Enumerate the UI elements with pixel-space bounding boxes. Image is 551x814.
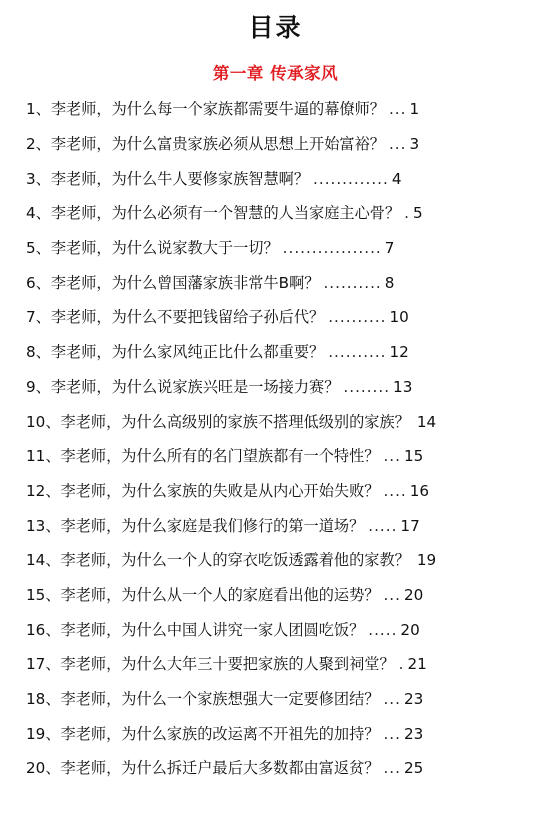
entry-page-number: 19 (416, 551, 437, 570)
chapter-heading: 第一章 传承家风 (212, 64, 339, 83)
entry-number: 14、 (26, 551, 61, 570)
page-title: 目录 (248, 13, 303, 42)
entry-number: 13、 (26, 516, 61, 535)
entry-number: 20、 (26, 759, 61, 778)
entry-title: 李老师，为什么家庭是我们修行的第一道场？ (60, 516, 365, 535)
dot-leader: ..... (368, 620, 398, 639)
entry-number: 7、 (26, 308, 51, 327)
toc-entry-9[interactable] (26, 370, 521, 405)
dot-leader: . (404, 204, 410, 223)
entry-title: 李老师，为什么一个家族想强大一定要修团结？ (60, 690, 380, 709)
toc-entry-18[interactable] (26, 682, 521, 717)
entry-title: 李老师，为什么高级别的家族不搭理低级别的家族？ (60, 412, 410, 431)
entry-page-number: 12 (389, 343, 409, 362)
entry-title: 李老师，为什么说家族兴旺是一场接力赛？ (50, 377, 340, 396)
dot-leader: ... (388, 100, 407, 119)
toc-entry-10[interactable] (26, 404, 521, 439)
dot-leader: ... (383, 759, 401, 778)
toc-entry-12[interactable] (26, 474, 521, 509)
toc-entry-1[interactable] (26, 92, 521, 127)
entry-number: 18、 (26, 690, 61, 709)
entry-title: 李老师，为什么家族的改运离不开祖先的加持？ (60, 724, 380, 743)
entry-page-number: 16 (409, 481, 430, 500)
dot-leader: ... (388, 135, 407, 154)
dot-leader: ................. (282, 239, 382, 258)
dot-leader: ... (383, 585, 401, 604)
dot-leader: .... (383, 481, 407, 500)
entry-title: 李老师，为什么拆迁户最后大多数都由富返贫？ (60, 759, 380, 778)
entry-title: 李老师，为什么曾国藩家族非常牛B啊？ (50, 273, 320, 292)
entry-title: 李老师，为什么一个人的穿衣吃饭透露着他的家教？ (60, 551, 410, 570)
table-of-contents (26, 92, 521, 786)
entry-title: 李老师，为什么每一个家族都需要牛逼的幕僚师？ (50, 100, 385, 119)
toc-entry-19[interactable] (26, 716, 521, 751)
entry-page-number: 15 (403, 447, 424, 466)
toc-entry-20[interactable] (26, 751, 521, 786)
entry-page-number: 8 (384, 273, 395, 292)
entry-title: 李老师，为什么不要把钱留给子孙后代？ (50, 308, 325, 327)
entry-number: 17、 (26, 655, 61, 674)
entry-number: 9、 (26, 377, 51, 396)
entry-page-number: 13 (393, 377, 413, 396)
entry-number: 12、 (26, 481, 61, 500)
dot-leader: .......... (328, 343, 387, 362)
entry-number: 6、 (26, 273, 51, 292)
entry-page-number: 10 (389, 308, 409, 327)
entry-title: 李老师，为什么中国人讲究一家人团圆吃饭？ (60, 620, 365, 639)
dot-leader: ... (383, 690, 401, 709)
entry-page-number: 23 (403, 690, 424, 709)
entry-number: 8、 (26, 343, 51, 362)
entry-title: 李老师，为什么家族的失败是从内心开始失败？ (60, 481, 380, 500)
entry-title: 李老师，为什么富贵家族必须从思想上开始富裕？ (50, 135, 385, 154)
entry-page-number: 17 (400, 516, 420, 535)
entry-title: 李老师，为什么必须有一个智慧的人当家庭主心骨？ (50, 204, 401, 223)
dot-leader: . (398, 655, 405, 674)
entry-page-number: 20 (403, 585, 424, 604)
toc-entry-13[interactable] (26, 508, 521, 543)
entry-title: 李老师，为什么从一个人的家庭看出他的运势？ (60, 585, 380, 604)
entry-number: 15、 (26, 585, 61, 604)
toc-entry-2[interactable] (26, 127, 521, 162)
entry-page-number: 20 (400, 620, 420, 639)
entry-page-number: 14 (416, 412, 437, 431)
dot-leader: .......... (323, 273, 382, 292)
dot-leader: ... (383, 724, 401, 743)
toc-entry-14[interactable] (26, 543, 521, 578)
entry-title: 李老师，为什么牛人要修家族智慧啊？ (50, 169, 310, 188)
entry-page-number: 23 (403, 724, 424, 743)
dot-leader: ........ (343, 377, 391, 396)
dot-leader: .......... (328, 308, 387, 327)
entry-page-number: 3 (409, 135, 420, 154)
toc-entry-11[interactable] (26, 439, 521, 474)
entry-number: 2、 (26, 135, 51, 154)
entry-title: 李老师，为什么家风纯正比什么都重要？ (50, 343, 325, 362)
entry-number: 1、 (26, 100, 51, 119)
toc-entry-4[interactable] (26, 196, 521, 231)
entry-number: 3、 (26, 169, 51, 188)
entry-page-number: 25 (403, 759, 424, 778)
entry-title: 李老师，为什么大年三十要把家族的人聚到祠堂？ (60, 655, 395, 674)
entry-number: 10、 (26, 412, 61, 431)
dot-leader: ..... (368, 516, 398, 535)
toc-entry-3[interactable] (26, 161, 521, 196)
toc-entry-15[interactable] (26, 578, 521, 613)
entry-number: 4、 (26, 204, 51, 223)
toc-entry-5[interactable] (26, 231, 521, 266)
toc-entry-16[interactable] (26, 612, 521, 647)
toc-entry-7[interactable] (26, 300, 521, 335)
entry-number: 19、 (26, 724, 61, 743)
toc-entry-17[interactable] (26, 647, 521, 682)
entry-number: 16、 (26, 620, 61, 639)
entry-page-number: 1 (409, 100, 420, 119)
entry-page-number: 7 (384, 239, 395, 258)
toc-entry-6[interactable] (26, 265, 521, 300)
entry-number: 5、 (26, 239, 51, 258)
entry-number: 11、 (26, 447, 61, 466)
toc-entry-8[interactable] (26, 335, 521, 370)
entry-page-number: 5 (413, 204, 423, 223)
dot-leader: ... (383, 447, 401, 466)
entry-page-number: 21 (407, 655, 427, 674)
entry-title: 李老师，为什么所有的名门望族都有一个特性？ (60, 447, 380, 466)
entry-title: 李老师，为什么说家教大于一切？ (50, 239, 279, 258)
dot-leader: ............. (313, 169, 389, 188)
entry-page-number: 4 (391, 169, 402, 188)
